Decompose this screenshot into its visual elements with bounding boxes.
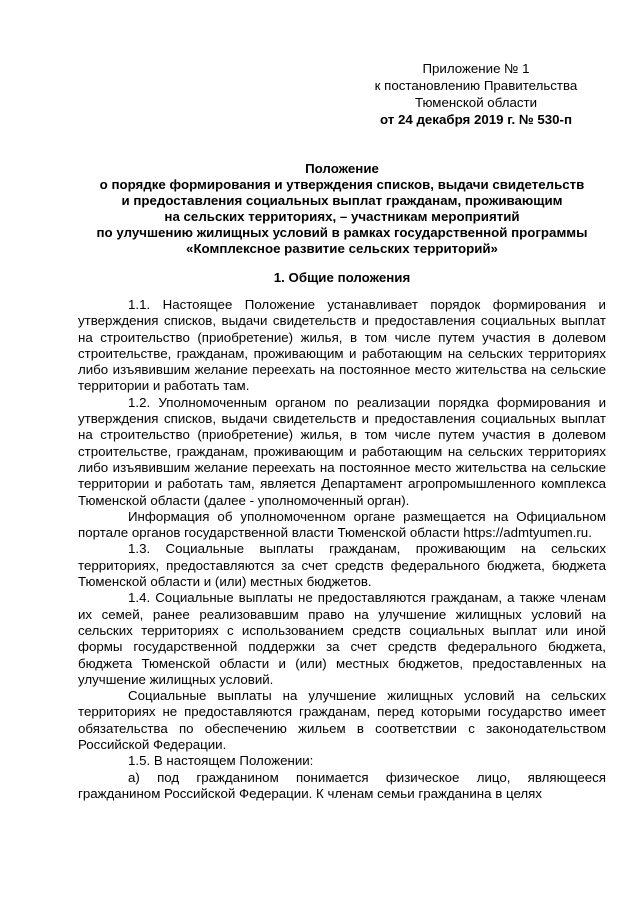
paragraph-1-2: 1.2. Уполномоченным органом по реализации порядка формирования и утверждения списков, выдачи свидетельств и предоставления социальных выплат на строительство (приобретение) жилья, в том числе путем участия в долевом строительстве, гражданам, проживающим и работающим на сельских территориях либо изъявившим желание переехать на постоянное место жительства на сельские территории и работать там, является Департамент агропромышленного комплекса Тюменской области (далее - уполномоченный орган). [78,394,606,508]
title-line: Положение [305,161,379,176]
title-line: и предоставления социальных выплат гражданам, проживающим [121,193,563,208]
annex-date-number: от 24 декабря 2019 г. № 530-п [379,112,572,127]
paragraph-1-3: 1.3. Социальные выплаты гражданам, проживающим на сельских территориях, предоставляются за счет средств федерального бюджета, бюджета Тюменской области и (или) местных бюджетов. [78,541,606,590]
body-text [78,297,606,802]
paragraph-1-5-a: а) под гражданином понимается физическое лицо, являющееся гражданином Российской Федерации. К членам семьи гражданина в целях [78,769,606,801]
paragraph-1-4-note: Социальные выплаты на улучшение жилищных условий на сельских территориях не предоставляются гражданам, перед которыми государство имеет обязательства по обеспечению жильем в соответствии с законодательством Российской Федерации. [78,688,606,753]
title-line: о порядке формирования и утверждения списков, выдачи свидетельств [99,177,585,192]
annex-reference: к постановлению Правительства [374,78,578,93]
annex-region: Тюменской области [414,95,538,110]
document-title [78,161,606,257]
paragraph-1-5: 1.5. В настоящем Положении: [128,753,314,769]
annex-number: Приложение № 1 [422,61,530,76]
paragraph-1-1: 1.1. Настоящее Положение устанавливает порядок формирования и утверждения списков, выдачи свидетельств и предоставления социальных выплат на строительство (приобретение) жилья, в том числе путем участия в долевом строительстве, гражданам, проживающим и работающим на сельских территориях либо изъявившим желание переехать на постоянное место жительства на сельские территории и работать там. [78,297,606,394]
section-heading: 1. Общие положения [273,270,411,285]
paragraph-info: Информация об уполномоченном органе размещается на Официальном портале органов государственной власти Тюменской области https://admtyumen.ru. [78,508,606,541]
title-line: на сельских территориях, – участникам мероприятий [164,209,520,224]
paragraph-1-4: 1.4. Социальные выплаты не предоставляются гражданам, а также членам их семей, ранее реализовавшим право на улучшение жилищных условий на сельских территориях с использованием средств социальных выплат или иной формы государственной поддержки за счет средств федерального бюджета, бюджета Тюменской области и (или) местных бюджетов, предоставленных на улучшение жилищных условий. [78,590,606,687]
annex-block [356,60,596,128]
title-line: по улучшению жилищных условий в рамках государственной программы [96,225,588,240]
title-line: «Комплексное развитие сельских территорий» [186,241,498,256]
